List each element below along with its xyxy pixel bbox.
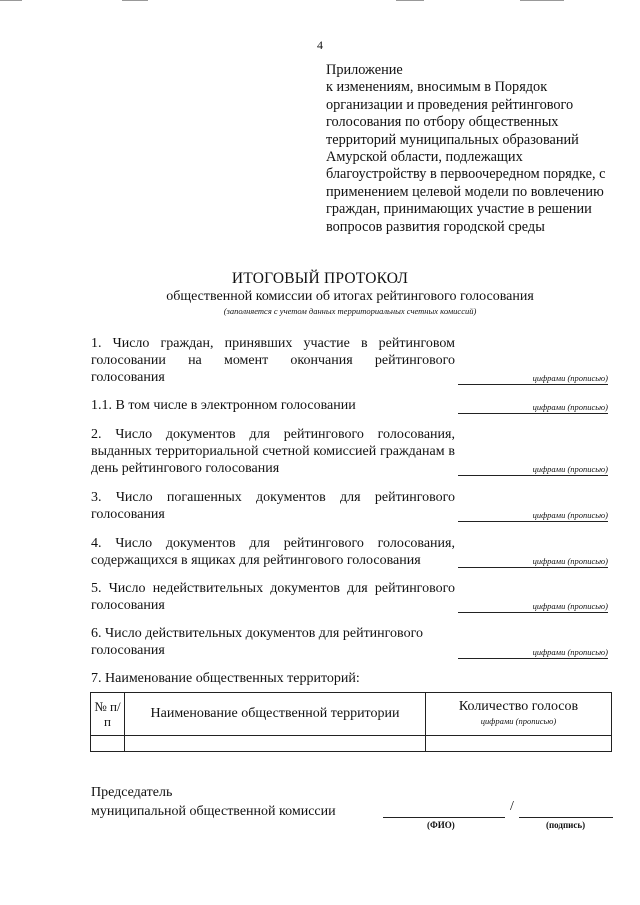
fill-hint: цифрами (прописью) (532, 373, 608, 383)
section-7-heading: 7. Наименование общественных территорий: (91, 671, 360, 686)
fill-hint: цифрами (прописью) (532, 402, 608, 412)
cell-number[interactable] (91, 736, 125, 752)
item-3-text: 3. Число погашенных документов для рейтингового голосования (91, 490, 455, 522)
annex-block (326, 62, 626, 236)
item-5-fill-line[interactable] (458, 601, 608, 623)
territories-table (90, 692, 612, 752)
item-1-1-text: 1.1. В том числе в электронном голосовании (91, 398, 356, 413)
col-header-vote-count-sub: цифрами (прописью) (480, 716, 557, 726)
item-3-fill-line[interactable] (458, 510, 608, 532)
signature-slash: / (510, 799, 514, 814)
fio-line[interactable] (383, 817, 505, 818)
col-header-number: № п/п (91, 693, 125, 736)
fill-hint: цифрами (прописью) (532, 647, 608, 657)
item-6-fill-line[interactable] (458, 647, 608, 669)
chair-signature-label (91, 783, 336, 821)
fill-hint: цифрами (прописью) (532, 510, 608, 520)
protocol-title: ИТОГОВЫЙ ПРОТОКОЛ (231, 270, 409, 287)
fill-hint: цифрами (прописью) (532, 601, 608, 611)
fill-hint: цифрами (прописью) (532, 464, 608, 474)
annex-body: к изменениям, вносимым в Порядок организации и проведения рейтингового голосования по отбору общественных территорий муниципальных образований Амурской области, подлежащих благоустройству в первоочередном порядке, с применением целевой модели по вовлечению граждан, принимающих участие в решении вопросов развития городской среды (326, 79, 606, 235)
item-1-fill-line[interactable] (458, 373, 608, 395)
protocol-note: (заполняется с учетом данных территориальных счетных комиссий) (223, 306, 477, 316)
item-1-1-fill-line[interactable] (458, 402, 608, 424)
col-header-vote-count (426, 693, 612, 736)
chair-role-line-2: муниципальной общественной комиссии (91, 804, 336, 819)
item-2-text: 2. Число документов для рейтингового голосования, выданных территориальной счетной комиссией гражданам в день рейтингового голосования (91, 427, 455, 476)
item-5-text: 5. Число недействительных документов для рейтингового голосования (91, 581, 455, 613)
col-header-territory-name: Наименование общественной территории (125, 693, 426, 736)
table-header-row (91, 693, 612, 736)
fio-label: (ФИО) (427, 820, 455, 830)
cell-vote-count[interactable] (426, 736, 612, 752)
item-4-fill-line[interactable] (458, 556, 608, 578)
annex-heading: Приложение (326, 62, 403, 78)
signature-label: (подпись) (546, 820, 586, 830)
col-header-vote-count-label: Количество голосов (458, 699, 579, 714)
item-2-fill-line[interactable] (458, 464, 608, 486)
cell-territory-name[interactable] (125, 736, 426, 752)
page-number: 4 (317, 38, 323, 52)
item-6-text: 6. Число действительных документов для рейтингового голосования (91, 626, 423, 658)
table-row (91, 736, 612, 752)
fill-hint: цифрами (прописью) (532, 556, 608, 566)
item-1-text: 1. Число граждан, принявших участие в рейтинговом голосовании на момент окончания рейтингового голосования (91, 336, 455, 385)
signature-line[interactable] (519, 817, 613, 818)
chair-role-line-1: Председатель (91, 785, 173, 800)
item-4-text: 4. Число документов для рейтингового голосования, содержащихся в ящиках для рейтингового голосования (91, 536, 455, 568)
protocol-subtitle: общественной комиссии об итогах рейтингового голосования (166, 289, 534, 304)
